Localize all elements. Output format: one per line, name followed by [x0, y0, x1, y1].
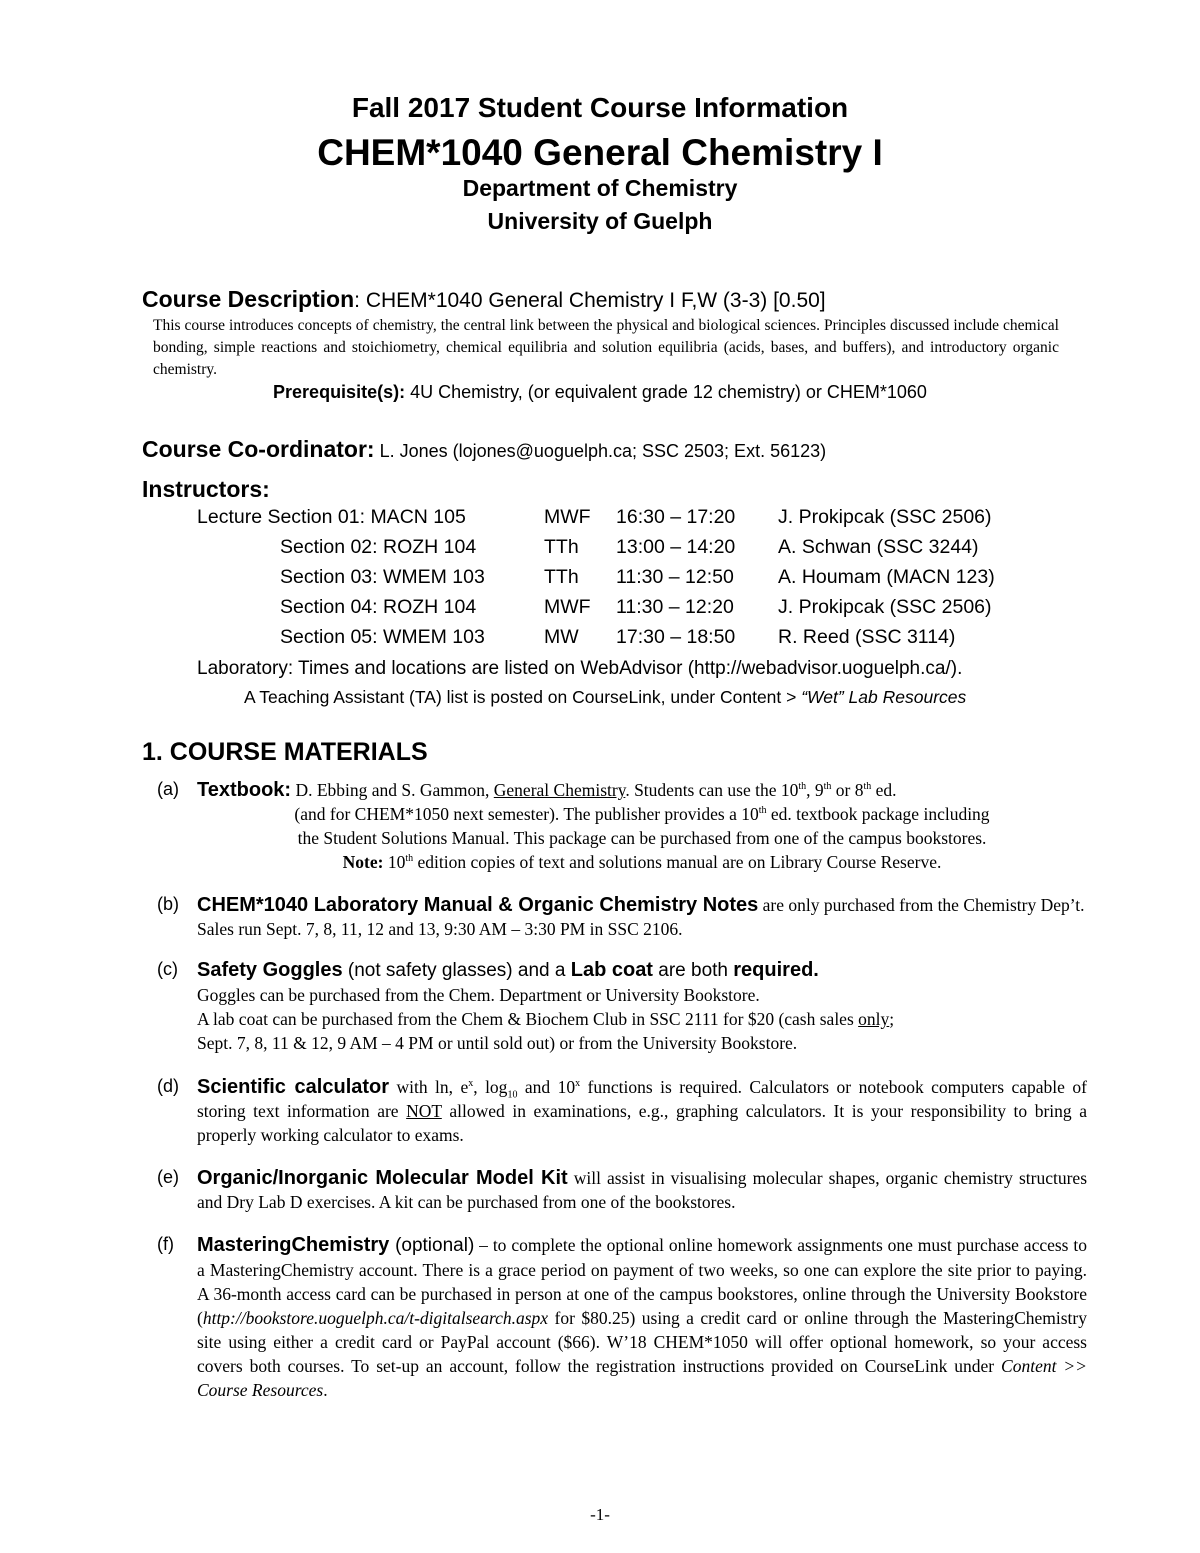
item-body: Organic/Inorganic Molecular Model Kit will assist in visualising molecular shapes, organic chemistry structures and Dry Lab D exercises. A kit can be purchased from one of the bookstores. [197, 1167, 1088, 1212]
schedule-time: 13:00 – 14:20 [616, 536, 736, 558]
material-item-calculator [157, 1075, 1087, 1147]
schedule-time: 11:30 – 12:20 [616, 596, 734, 618]
term-heading: Fall 2017 Student Course Information [351, 92, 849, 123]
item-body: Safety Goggles (not safety glasses) and a Lab coat are both required. Goggles can be purchased from the Chem. Department or University Bookstore. A lab coat can be purchased from the Chem & Biochem Club in SSC 2111 for $20 (cash sales only; Sept. 7, 8, 11 & 12, 9 AM – 4 PM or until sold out) or from the University Bookstore. [197, 959, 895, 1053]
textbook-label: Textbook: [197, 779, 292, 801]
schedule-section: Lecture Section 01: MACN 105 [197, 506, 466, 528]
material-item-model-kit [157, 1166, 1087, 1214]
schedule-instructor: A. Schwan (SSC 3244) [778, 536, 979, 558]
goggles-label: Safety Goggles [197, 959, 343, 981]
schedule-section: Section 05: WMEM 103 [280, 626, 485, 648]
coordinator-text: L. Jones (lojones@uoguelph.ca; SSC 2503; Ext. 56123) [374, 441, 827, 461]
item-letter: (c) [157, 959, 178, 979]
item-body: Scientific calculator with ln, $e^x$, $\log_{10}$ and 10$^x$ functions is required. Calculators or notebook computers capable of storing text information are NOT allowed in examinations, e.g., graphing calculators. It is your responsibility to bring a properly working calculator to exams. [197, 1076, 1087, 1145]
item-body: MasteringChemistry (optional) – to complete the optional online homework assignments one must purchase access to a MasteringChemistry account. There is a grace period on payment of two weeks, so one can explore the site prior to paying. A 36-month access card can be purchased in person at one of the campus bookstores, online through the University Bookstore (http://bookstore.uoguelph.ca/t-digitalsearch.aspx for $80.25) using a credit card or online through the MasteringChemistry site using either a credit card or PayPal account ($66). W’18 CHEM*1050 will offer optional homework, so your access covers both courses. To set-up an account, follow the registration instructions provided on CourseLink under Content >> Course Resources. [197, 1234, 1087, 1400]
ta-list-text: A Teaching Assistant (TA) list is posted on CourseLink, under Content > [244, 687, 802, 707]
schedule-time: 16:30 – 17:20 [616, 506, 736, 528]
schedule-days: MWF [544, 506, 591, 528]
material-item-safety [157, 958, 1087, 1055]
schedule-instructor: R. Reed (SSC 3114) [778, 626, 956, 648]
schedule-instructor: J. Prokipcak (SSC 2506) [778, 596, 992, 618]
coordinator-label: Course Co-ordinator: [142, 436, 375, 462]
department-heading: Department of Chemistry [462, 175, 738, 201]
schedule-time: 17:30 – 18:50 [616, 626, 736, 648]
page-number: -1- [590, 1505, 610, 1524]
schedule-instructor: J. Prokipcak (SSC 2506) [778, 506, 992, 528]
bookstore-url: http://bookstore.uoguelph.ca/t-digitalsearch.aspx [202, 1308, 549, 1328]
item-letter: (b) [157, 894, 179, 914]
schedule-days: TTh [544, 566, 579, 588]
item-letter: (e) [157, 1167, 179, 1187]
textbook-note: Note: 10th edition copies of text and solutions manual are on Library Course Reserve. [342, 852, 942, 872]
ta-list-location: “Wet” Lab Resources [801, 687, 967, 707]
laboratory-line: Laboratory: Times and locations are listed on WebAdvisor (http://webadvisor.uoguelph.ca/). [197, 658, 963, 679]
required-label: required. [733, 959, 819, 981]
course-description-line [142, 286, 826, 313]
schedule-time: 11:30 – 12:50 [616, 566, 734, 588]
material-item-mastering-chemistry [157, 1233, 1087, 1402]
material-item-textbook [157, 778, 1087, 874]
model-kit-label: Organic/Inorganic Molecular Model Kit [197, 1167, 568, 1189]
course-description-body: This course introduces concepts of chemistry, the central link between the physical and biological sciences. Principles discussed include chemical bonding, simple reactions and stoichiometry, chemical equilibria and solution equilibria (acids, bases, and buffers), and introductory organic chemistry. [153, 317, 1059, 378]
coordinator-line [142, 436, 826, 463]
schedule-days: TTh [544, 536, 579, 558]
schedule-instructor: A. Houmam (MACN 123) [778, 566, 995, 588]
schedule-section: Section 04: ROZH 104 [280, 596, 477, 618]
schedule-section: Section 02: ROZH 104 [280, 536, 477, 558]
course-title: CHEM*1040 General Chemistry I [317, 132, 883, 173]
textbook-title: General Chemistry [493, 780, 626, 800]
item-letter: (d) [157, 1076, 179, 1096]
item-letter: (a) [157, 779, 179, 799]
item-body: Textbook: D. Ebbing and S. Gammon, General Chemistry. Students can use the 10th, 9th or 8th ed. (and for CHEM*1050 next semester). The publisher provides a 10th ed. textbook package including the Student Solutions Manual. This package can be purchased from one of the campus bookstores. Note: 10th edition copies of text and solutions manual are on Library Course Reserve. [197, 778, 1087, 874]
course-description-label: Course Description [142, 286, 355, 312]
material-item-lab-manual [157, 893, 1087, 941]
item-letter: (f) [157, 1234, 174, 1254]
calculator-label: Scientific calculator [197, 1076, 390, 1098]
schedule-section: Section 03: WMEM 103 [280, 566, 485, 588]
prerequisite-label: Prerequisite(s): [273, 382, 406, 402]
instructors-heading: Instructors: [142, 476, 270, 502]
prerequisite-line [0, 382, 1200, 403]
courselink-path: Content >> Course Resources [197, 1356, 1087, 1400]
course-materials-heading: 1. COURSE MATERIALS [142, 738, 428, 766]
lab-coat-label: Lab coat [570, 959, 653, 981]
schedule-days: MW [544, 626, 579, 648]
course-code-text: : CHEM*1040 General Chemistry I F,W (3-3) [0.50] [354, 289, 826, 312]
schedule-days: MWF [544, 596, 591, 618]
lab-manual-label: CHEM*1040 Laboratory Manual & Organic Chemistry Notes [197, 894, 759, 916]
university-heading: University of Guelph [487, 208, 713, 234]
ta-list-line [244, 687, 966, 708]
prerequisite-text: 4U Chemistry, (or equivalent grade 12 chemistry) or CHEM*1060 [405, 382, 927, 402]
mastering-chemistry-label: MasteringChemistry [197, 1234, 390, 1256]
item-body: CHEM*1040 Laboratory Manual & Organic Chemistry Notes are only purchased from the Chemistry Dep’t. Sales run Sept. 7, 8, 11, 12 and 13, 9:30 AM – 3:30 PM in SSC 2106. [197, 894, 1085, 939]
